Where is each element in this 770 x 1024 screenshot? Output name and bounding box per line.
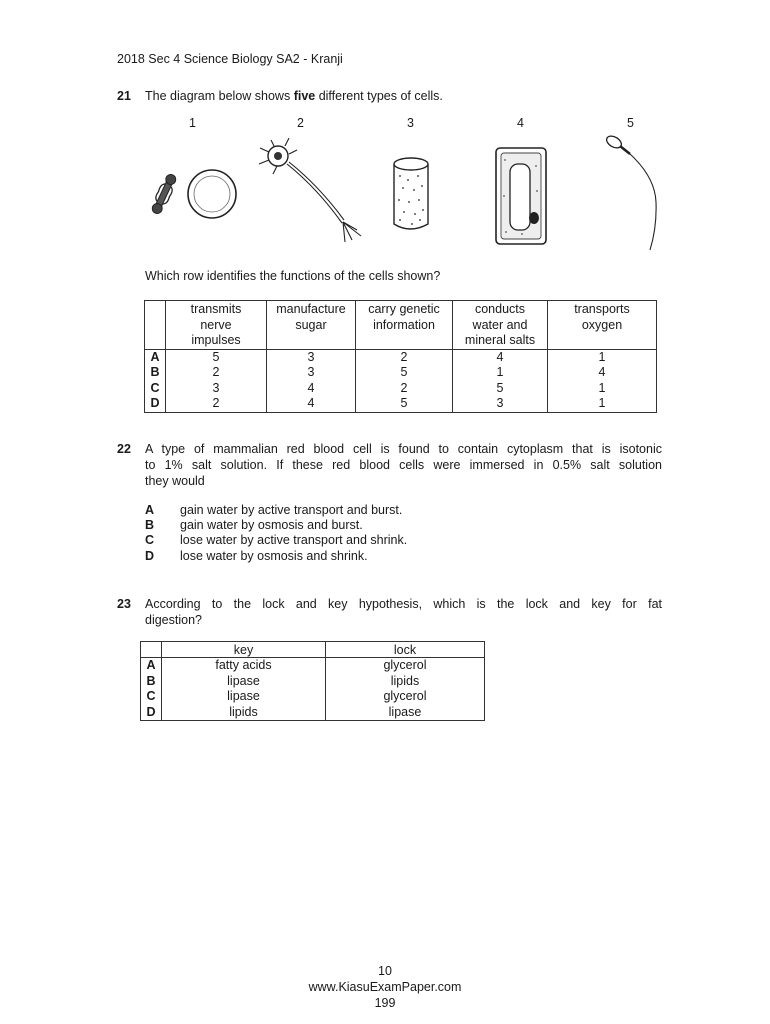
question-text-emphasis: five xyxy=(293,89,316,103)
row-label: C xyxy=(145,381,166,397)
table-header-cell xyxy=(548,301,657,350)
table-cell: 2 xyxy=(166,396,267,412)
table-header-cell: lock xyxy=(326,642,485,658)
red-blood-cell-drawing xyxy=(150,166,245,226)
table-cell: 5 xyxy=(453,381,548,397)
footer-page-count: 199 xyxy=(374,996,396,1010)
row-label: D xyxy=(141,705,162,721)
table-header-cell xyxy=(166,301,267,350)
page-number: 10 xyxy=(378,964,392,978)
question-number: 23 xyxy=(117,597,131,611)
question-number: 21 xyxy=(117,89,131,103)
option-text: gain water by active transport and burst. xyxy=(180,503,403,517)
row-label: A xyxy=(141,658,162,674)
table-row xyxy=(141,689,485,705)
header-line: mineral salts xyxy=(464,333,536,347)
table-cell: 3 xyxy=(453,396,548,412)
question-21 xyxy=(117,88,677,104)
header-line: conducts xyxy=(474,302,526,316)
table-cell: 1 xyxy=(548,349,657,365)
row-label: C xyxy=(141,689,162,705)
header-line: sugar xyxy=(295,317,327,332)
option-letter: D xyxy=(145,549,155,563)
question-text-line: digestion? xyxy=(145,613,202,627)
table-row xyxy=(141,674,485,690)
question-text-part: different types of cells. xyxy=(315,89,443,103)
option-text: lose water by osmosis and shrink. xyxy=(180,549,368,563)
table-row xyxy=(145,381,657,397)
cell-label-4: 4 xyxy=(517,116,524,130)
question-text-line: According to the lock and key hypothesis, which is the lock and key for fat xyxy=(145,597,662,611)
table-cell: 3 xyxy=(166,381,267,397)
question-text-part: The diagram below shows xyxy=(145,89,294,103)
table-cell: 2 xyxy=(356,381,453,397)
table-header-cell: key xyxy=(162,642,326,658)
question-text xyxy=(145,88,443,104)
table-cell: 2 xyxy=(356,349,453,365)
question-text-line: A type of mammalian red blood cell is found to contain cytoplasm that is isotonic xyxy=(145,442,662,456)
footer-website-link[interactable]: www.KiasuExamPaper.com xyxy=(308,980,462,994)
table-cell: 4 xyxy=(267,396,356,412)
table-row xyxy=(141,705,485,721)
header-line: information xyxy=(373,317,435,332)
table-cell: lipids xyxy=(326,674,485,690)
table-row xyxy=(145,349,657,365)
table-cell: 3 xyxy=(267,365,356,381)
table-row xyxy=(145,396,657,412)
table-header-cell xyxy=(267,301,356,350)
table-cell: 1 xyxy=(548,396,657,412)
table-header-empty xyxy=(145,301,166,350)
row-label: B xyxy=(145,365,166,381)
table-cell: lipase xyxy=(162,689,326,705)
table-header-row xyxy=(145,301,657,350)
question-21-prompt: Which row identifies the functions of the cells shown? xyxy=(145,269,441,283)
table-cell: 4 xyxy=(453,349,548,365)
table-cell: 5 xyxy=(166,349,267,365)
table-header-empty xyxy=(141,642,162,658)
question-text-line: to 1% salt solution. If these red blood cells were immersed in 0.5% salt solution xyxy=(145,458,662,472)
table-cell: glycerol xyxy=(326,658,485,674)
table-cell: lipase xyxy=(162,674,326,690)
header-line: transmits xyxy=(190,302,242,316)
option-text: gain water by osmosis and burst. xyxy=(180,518,363,532)
table-cell: 5 xyxy=(356,365,453,381)
table-cell: 5 xyxy=(356,396,453,412)
table-header-row xyxy=(141,642,485,658)
table-cell: glycerol xyxy=(326,689,485,705)
cell-label-5: 5 xyxy=(627,116,634,130)
table-cell: 4 xyxy=(548,365,657,381)
table-cell: 3 xyxy=(267,349,356,365)
header-line: manufacture xyxy=(276,302,346,316)
header-line: carry genetic xyxy=(368,302,440,316)
header-line: water and xyxy=(472,317,528,332)
cell-label-3: 3 xyxy=(407,116,414,130)
table-row xyxy=(145,365,657,381)
table-header-cell xyxy=(453,301,548,350)
table-cell: 1 xyxy=(548,381,657,397)
page-header: 2018 Sec 4 Science Biology SA2 - Kranji xyxy=(117,52,343,66)
table-cell: 2 xyxy=(166,365,267,381)
row-label: D xyxy=(145,396,166,412)
q21-answer-table xyxy=(144,300,657,413)
table-cell: lipids xyxy=(162,705,326,721)
option-letter: B xyxy=(145,518,155,532)
sperm-cell-drawing xyxy=(600,132,670,254)
cell-diagram xyxy=(140,116,670,256)
header-line: impulses xyxy=(191,333,241,347)
table-cell: fatty acids xyxy=(162,658,326,674)
header-line: nerve xyxy=(200,317,232,332)
header-line: oxygen xyxy=(581,317,623,332)
plant-cell-drawing xyxy=(492,146,552,246)
q23-answer-table xyxy=(140,641,485,721)
table-cell: 4 xyxy=(267,381,356,397)
option-text: lose water by active transport and shrink. xyxy=(180,533,408,547)
header-line: transports xyxy=(574,302,630,316)
cylinder-cell-drawing xyxy=(388,154,438,236)
row-label: B xyxy=(141,674,162,690)
table-row xyxy=(141,658,485,674)
question-number: 22 xyxy=(117,442,131,456)
row-label: A xyxy=(145,349,166,365)
option-letter: C xyxy=(145,533,155,547)
option-letter: A xyxy=(145,503,155,517)
table-cell: lipase xyxy=(326,705,485,721)
cell-label-1: 1 xyxy=(189,116,196,130)
nerve-cell-drawing xyxy=(257,138,372,250)
cell-label-2: 2 xyxy=(297,116,304,130)
question-text-line: they would xyxy=(145,474,205,488)
table-header-cell xyxy=(356,301,453,350)
table-cell: 1 xyxy=(453,365,548,381)
